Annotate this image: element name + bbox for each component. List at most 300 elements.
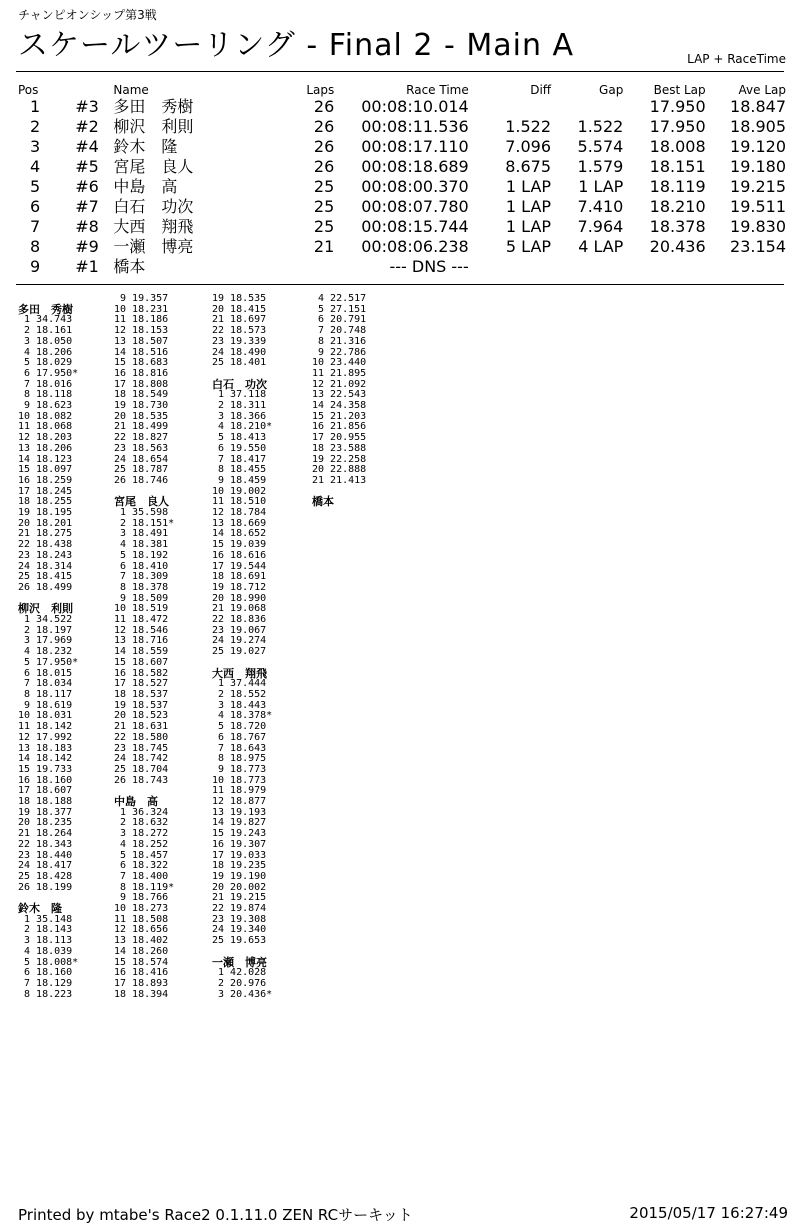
driver-lap-heading: 多田 秀樹 — [18, 302, 73, 316]
results-header-row — [18, 83, 786, 97]
lap-time-entry: 5 18.413 — [212, 432, 267, 444]
lap-time-entry: 24 19.340 — [212, 924, 267, 936]
lap-time-entry: 22 18.836 — [212, 614, 267, 626]
lap-time-entry: 4 18.378* — [212, 710, 273, 722]
result-row — [18, 217, 786, 237]
lap-time-entry: 10 23.440 — [312, 357, 367, 369]
lap-time-entry: 16 18.816 — [114, 367, 169, 379]
lap-time-entry: 10 18.519 — [114, 603, 169, 615]
result-car-number: #4 — [75, 137, 99, 156]
lap-time-entry: 5 18.457 — [114, 849, 169, 861]
result-driver-name: 鈴木 隆 — [113, 137, 178, 156]
result-gap: 1 LAP — [578, 177, 624, 196]
lap-time-entry: 11 18.142 — [18, 721, 73, 733]
result-laps: 26 — [313, 157, 335, 176]
lap-time-entry: 14 18.559 — [114, 646, 169, 658]
result-laps — [274, 257, 346, 277]
lap-time-entry: 7 18.643 — [212, 742, 267, 754]
lap-time-entry: 15 18.683 — [114, 357, 169, 369]
lap-time-entry: 4 18.232 — [18, 646, 73, 658]
lap-time-entry: 3 17.969 — [18, 635, 73, 647]
result-diff — [469, 97, 551, 117]
result-diff: 1 LAP — [505, 217, 552, 236]
lap-time-entry: 23 19.308 — [212, 913, 267, 925]
lap-time-entry: 7 18.034 — [18, 678, 73, 690]
lap-time-entry: 25 18.415 — [18, 571, 73, 583]
lap-time-entry: 1 37.118 — [212, 389, 267, 401]
result-row — [18, 197, 786, 217]
result-car-number: #1 — [75, 257, 99, 276]
lap-time-entry: 25 19.027 — [212, 646, 267, 658]
lap-time-entry: 19 18.730 — [114, 400, 169, 412]
lap-time-entry: 18 18.549 — [114, 389, 169, 401]
lap-time-entry: 24 18.654 — [114, 453, 169, 465]
lap-time-entry: 7 18.016 — [18, 378, 73, 390]
result-driver-name: 柳沢 利則 — [113, 117, 194, 136]
lap-time-entry: 4 18.210* — [212, 421, 273, 433]
result-ave-lap: 19.120 — [730, 137, 786, 156]
lap-time-entry: 9 18.773 — [212, 763, 267, 775]
result-driver-name: 橋本 — [113, 257, 146, 276]
lap-time-entry: 24 19.274 — [212, 635, 267, 647]
result-driver-name: 多田 秀樹 — [113, 97, 194, 116]
lap-time-entry: 2 18.151* — [114, 517, 175, 529]
footer-timestamp: 2015/05/17 16:27:49 — [629, 1204, 788, 1222]
lap-time-entry: 20 18.990 — [212, 592, 267, 604]
result-row — [18, 157, 786, 177]
lap-time-entry: 16 18.416 — [114, 967, 169, 979]
lap-time-entry: 14 19.827 — [212, 817, 267, 829]
col-pos-header: Pos — [18, 83, 39, 97]
lap-time-entry: 6 19.550 — [212, 442, 267, 454]
lap-time-entry: 10 18.273 — [114, 903, 169, 915]
lap-time-entry: 18 18.255 — [18, 496, 73, 508]
result-best-lap: 17.950 — [649, 117, 706, 136]
lap-time-entry: 20 18.201 — [18, 517, 73, 529]
lap-time-entry: 25 18.704 — [114, 763, 169, 775]
result-pos: 3 — [30, 137, 41, 156]
result-race-time: 00:08:07.780 — [361, 197, 469, 216]
lap-time-entry: 20 22.888 — [312, 464, 367, 476]
result-ave-lap — [706, 257, 786, 277]
lap-time-entry: 26 18.199 — [18, 881, 73, 893]
lap-time-entry: 13 18.716 — [114, 635, 169, 647]
lap-time-entry: 13 18.507 — [114, 335, 169, 347]
result-gap: 5.574 — [577, 137, 624, 156]
result-pos: 4 — [30, 157, 41, 176]
lap-time-entry: 18 18.188 — [18, 796, 73, 808]
lap-time-entry: 2 20.976 — [212, 977, 267, 989]
lap-time-entry: 1 35.148 — [18, 913, 73, 925]
lap-time-entry: 21 18.275 — [18, 528, 73, 540]
result-race-time: 00:08:06.238 — [361, 237, 469, 256]
result-laps: 25 — [313, 217, 335, 236]
lap-time-entry: 3 20.436* — [212, 988, 273, 1000]
result-row — [18, 97, 786, 117]
lap-time-entry: 5 18.192 — [114, 549, 169, 561]
lap-time-entry: 24 18.417 — [18, 860, 73, 872]
lap-time-entry: 15 21.203 — [312, 410, 367, 422]
result-laps: 21 — [313, 237, 335, 256]
lap-time-entry: 4 18.252 — [114, 838, 169, 850]
result-row — [18, 177, 786, 197]
result-row — [18, 137, 786, 157]
driver-lap-heading: 鈴木 隆 — [18, 902, 62, 916]
lap-time-entry: 14 18.142 — [18, 753, 73, 765]
lap-time-entry: 3 18.113 — [18, 935, 73, 947]
lap-time-entry: 12 18.877 — [212, 796, 267, 808]
lap-column-4 — [312, 294, 366, 508]
lap-time-entry: 25 19.653 — [212, 935, 267, 947]
lap-time-entry: 17 18.808 — [114, 378, 169, 390]
lap-time-entry: 9 18.509 — [114, 592, 169, 604]
result-race-time: 00:08:10.014 — [361, 97, 469, 116]
result-diff — [469, 257, 551, 277]
lap-time-entry: 13 18.402 — [114, 935, 169, 947]
lap-time-entry: 18 18.691 — [212, 571, 267, 583]
lap-time-entry: 20 18.235 — [18, 817, 73, 829]
result-best-lap — [623, 257, 705, 277]
result-car-number: #5 — [75, 157, 99, 176]
result-pos: 7 — [30, 217, 41, 236]
result-car-number: #6 — [75, 177, 99, 196]
report-title: スケールツーリング - Final 2 - Main A — [18, 28, 575, 63]
lap-time-entry: 15 19.039 — [212, 539, 267, 551]
lap-time-entry: 9 18.619 — [18, 699, 73, 711]
lap-time-entry: 25 18.787 — [114, 464, 169, 476]
lap-time-entry: 21 19.215 — [212, 892, 267, 904]
driver-lap-heading: 白石 功次 — [212, 377, 267, 391]
result-pos: 1 — [30, 97, 41, 116]
section-rule — [16, 284, 784, 285]
lap-time-entry: 19 22.258 — [312, 453, 367, 465]
lap-time-entry: 2 18.161 — [18, 325, 73, 337]
lap-time-entry: 13 18.206 — [18, 442, 73, 454]
lap-time-entry: 11 18.508 — [114, 913, 169, 925]
lap-column-2 — [114, 294, 174, 1000]
result-pos: 6 — [30, 197, 41, 216]
lap-time-entry: 8 18.378 — [114, 581, 169, 593]
lap-time-entry: 18 18.394 — [114, 988, 169, 1000]
result-gap: 7.410 — [577, 197, 624, 216]
driver-lap-heading: 大西 翔飛 — [212, 666, 267, 680]
lap-time-entry: 22 18.573 — [212, 325, 267, 337]
lap-time-entry: 14 18.260 — [114, 945, 169, 957]
lap-time-entry: 4 18.206 — [18, 346, 73, 358]
lap-time-entry: 17 18.607 — [18, 785, 73, 797]
lap-time-entry: 12 18.203 — [18, 432, 73, 444]
lap-time-entry: 25 18.428 — [18, 870, 73, 882]
lap-time-entry: 6 18.767 — [212, 731, 267, 743]
result-race-time: 00:08:18.689 — [361, 157, 469, 176]
lap-time-entry: 5 18.029 — [18, 357, 73, 369]
result-best-lap: 17.950 — [649, 97, 706, 116]
lap-time-entry: 1 34.522 — [18, 614, 73, 626]
lap-time-entry: 8 18.455 — [212, 464, 267, 476]
result-gap — [551, 257, 623, 277]
lap-time-entry: 8 18.119* — [114, 881, 175, 893]
report-type-label: LAP + RaceTime — [687, 52, 786, 66]
lap-column-1 — [18, 294, 78, 1000]
result-laps: 26 — [313, 137, 335, 156]
lap-time-entry: 4 22.517 — [312, 293, 367, 304]
result-row — [18, 117, 786, 137]
lap-time-entry: 11 18.979 — [212, 785, 267, 797]
result-ave-lap: 19.830 — [730, 217, 786, 236]
result-car-number: #2 — [75, 117, 99, 136]
result-pos: 5 — [30, 177, 41, 196]
lap-time-entry: 26 18.499 — [18, 581, 73, 593]
lap-time-entry: 1 37.444 — [212, 678, 267, 690]
lap-time-entry: 12 17.992 — [18, 731, 73, 743]
result-driver-name: 中島 高 — [113, 177, 178, 196]
lap-time-entry: 17 19.033 — [212, 849, 267, 861]
lap-time-entry: 26 18.743 — [114, 774, 169, 786]
lap-time-entry: 23 18.563 — [114, 442, 169, 454]
lap-time-entry: 10 18.773 — [212, 774, 267, 786]
result-best-lap: 20.436 — [649, 237, 706, 256]
lap-time-entry: 25 18.401 — [212, 357, 267, 369]
result-best-lap: 18.008 — [649, 137, 706, 156]
result-car-number: #8 — [75, 217, 99, 236]
lap-time-entry: 11 18.068 — [18, 421, 73, 433]
lap-time-entry: 15 18.574 — [114, 956, 169, 968]
lap-time-entry: 22 18.580 — [114, 731, 169, 743]
lap-time-entry: 11 18.510 — [212, 496, 267, 508]
result-race-time: 00:08:11.536 — [361, 117, 469, 136]
lap-time-entry: 14 18.516 — [114, 346, 169, 358]
lap-time-entry: 21 18.697 — [212, 314, 267, 326]
result-gap: 1.579 — [577, 157, 624, 176]
lap-time-entry: 23 19.067 — [212, 624, 267, 636]
lap-time-entry: 7 20.748 — [312, 325, 367, 337]
result-diff: 1 LAP — [505, 197, 552, 216]
lap-time-entry: 15 18.097 — [18, 464, 73, 476]
lap-time-entry: 7 18.309 — [114, 571, 169, 583]
result-diff: 8.675 — [505, 157, 552, 176]
result-pos: 9 — [30, 257, 41, 276]
result-best-lap: 18.378 — [649, 217, 706, 236]
lap-time-entry: 8 18.223 — [18, 988, 73, 1000]
lap-time-entry: 23 18.745 — [114, 742, 169, 754]
result-race-time: 00:08:15.744 — [361, 217, 469, 236]
lap-time-entry: 3 18.491 — [114, 528, 169, 540]
lap-time-entry: 16 21.856 — [312, 421, 367, 433]
lap-time-entry: 12 18.153 — [114, 325, 169, 337]
col-car-header — [75, 83, 113, 97]
lap-time-entry: 21 18.264 — [18, 828, 73, 840]
lap-time-entry: 19 18.537 — [114, 699, 169, 711]
lap-time-entry: 13 18.669 — [212, 517, 267, 529]
lap-time-entry: 10 18.031 — [18, 710, 73, 722]
lap-time-entry: 14 24.358 — [312, 400, 367, 412]
lap-time-entry: 22 18.343 — [18, 838, 73, 850]
lap-time-entry: 10 18.231 — [114, 303, 169, 315]
result-pos: 2 — [30, 117, 41, 136]
lap-time-entry: 6 18.015 — [18, 667, 73, 679]
col-racetime-header: Race Time — [406, 83, 469, 97]
lap-time-entry: 13 18.183 — [18, 742, 73, 754]
result-race-time: 00:08:17.110 — [361, 137, 469, 156]
lap-time-entry: 16 18.160 — [18, 774, 73, 786]
footer-printed-by: Printed by mtabe's Race2 0.1.11.0 ZEN RCサーキット — [18, 1206, 413, 1224]
result-laps: 25 — [313, 177, 335, 196]
lap-time-entry: 17 18.527 — [114, 678, 169, 690]
driver-lap-heading: 宮尾 良人 — [114, 495, 169, 509]
lap-time-entry: 10 19.002 — [212, 485, 267, 497]
lap-time-entry: 3 18.443 — [212, 699, 267, 711]
lap-time-entry: 23 19.339 — [212, 335, 267, 347]
lap-time-entry: 24 18.742 — [114, 753, 169, 765]
result-ave-lap: 23.154 — [730, 237, 786, 256]
result-laps: 26 — [313, 117, 335, 136]
lap-time-entry: 4 18.039 — [18, 945, 73, 957]
result-diff: 5 LAP — [505, 237, 552, 256]
lap-time-entry: 6 20.791 — [312, 314, 367, 326]
result-gap: 1.522 — [577, 117, 624, 136]
lap-time-entry: 19 18.195 — [18, 507, 73, 519]
lap-time-entry: 5 18.720 — [212, 721, 267, 733]
col-name-header: Name — [113, 83, 149, 97]
lap-time-entry: 2 18.143 — [18, 924, 73, 936]
result-laps: 25 — [313, 197, 335, 216]
lap-time-entry: 21 19.068 — [212, 603, 267, 615]
lap-time-entry: 1 35.598 — [114, 507, 169, 519]
result-car-number: #7 — [75, 197, 99, 216]
lap-time-entry: 22 18.438 — [18, 539, 73, 551]
result-race-time: --- DNS --- — [389, 257, 469, 276]
lap-time-entry: 7 18.129 — [18, 977, 73, 989]
result-row — [18, 237, 786, 257]
lap-time-entry: 9 18.459 — [212, 474, 267, 486]
lap-time-entry: 20 18.415 — [212, 303, 267, 315]
lap-time-entry: 16 18.582 — [114, 667, 169, 679]
lap-time-entry: 1 42.028 — [212, 967, 267, 979]
lap-time-entry: 19 19.190 — [212, 870, 267, 882]
lap-time-entry: 11 21.895 — [312, 367, 367, 379]
lap-time-entry: 24 18.490 — [212, 346, 267, 358]
result-race-time: 00:08:00.370 — [361, 177, 469, 196]
result-diff: 1 LAP — [505, 177, 552, 196]
lap-time-entry: 12 18.546 — [114, 624, 169, 636]
result-ave-lap: 18.905 — [730, 117, 786, 136]
lap-time-entry: 17 20.955 — [312, 432, 367, 444]
lap-time-entry: 9 19.357 — [114, 293, 169, 304]
lap-time-entry: 3 18.272 — [114, 828, 169, 840]
lap-time-entry: 14 18.652 — [212, 528, 267, 540]
col-laps-header: Laps — [306, 83, 335, 97]
lap-time-entry: 24 18.314 — [18, 560, 73, 572]
lap-time-entry: 19 18.535 — [212, 293, 267, 304]
lap-time-entry: 15 19.243 — [212, 828, 267, 840]
lap-time-entry: 2 18.552 — [212, 688, 267, 700]
lap-time-entry: 14 18.123 — [18, 453, 73, 465]
lap-time-entry: 10 18.082 — [18, 410, 73, 422]
col-bestlap-header: Best Lap — [653, 83, 706, 97]
lap-time-entry: 3 18.366 — [212, 410, 267, 422]
lap-time-entry: 23 18.243 — [18, 549, 73, 561]
lap-time-entry: 8 18.118 — [18, 389, 73, 401]
result-row — [18, 257, 786, 277]
lap-time-entry: 26 18.746 — [114, 474, 169, 486]
lap-time-entry: 22 19.874 — [212, 903, 267, 915]
results-body — [18, 97, 786, 277]
lap-time-entry: 1 34.743 — [18, 314, 73, 326]
lap-time-entry: 3 18.050 — [18, 335, 73, 347]
result-driver-name: 白石 功次 — [113, 197, 194, 216]
lap-time-entry: 12 21.092 — [312, 378, 367, 390]
lap-time-entry: 8 21.316 — [312, 335, 367, 347]
result-gap: 7.964 — [577, 217, 624, 236]
lap-time-entry: 17 19.544 — [212, 560, 267, 572]
lap-time-entry: 18 18.537 — [114, 689, 169, 700]
lap-time-entry: 11 18.472 — [114, 614, 169, 626]
lap-time-entry: 12 18.656 — [114, 924, 169, 936]
col-gap-header: Gap — [599, 83, 624, 97]
driver-lap-heading: 柳沢 利則 — [18, 602, 73, 616]
results-table — [18, 83, 786, 277]
col-avelap-header: Ave Lap — [738, 83, 786, 97]
lap-time-entry: 6 18.322 — [114, 860, 169, 872]
result-driver-name: 一瀬 博亮 — [113, 237, 194, 256]
result-best-lap: 18.210 — [649, 197, 706, 216]
lap-time-entry: 5 17.950* — [18, 656, 79, 668]
result-car-number: #3 — [75, 97, 99, 116]
result-diff: 7.096 — [505, 137, 552, 156]
lap-time-entry: 15 18.607 — [114, 656, 169, 668]
result-gap — [551, 97, 623, 117]
lap-time-entry: 6 17.950* — [18, 367, 79, 379]
lap-time-entry: 21 18.631 — [114, 721, 169, 733]
lap-time-entry: 9 18.766 — [114, 892, 169, 904]
lap-time-entry: 16 18.616 — [212, 549, 267, 561]
result-diff: 1.522 — [505, 117, 552, 136]
header-rule — [16, 71, 784, 72]
lap-time-entry: 22 18.827 — [114, 432, 169, 444]
driver-lap-heading: 中島 高 — [114, 795, 158, 809]
lap-time-entry: 16 18.259 — [18, 474, 73, 486]
result-ave-lap: 19.215 — [730, 177, 786, 196]
lap-time-entry: 9 22.786 — [312, 346, 367, 358]
result-gap: 4 LAP — [578, 237, 624, 256]
lap-time-entry: 2 18.311 — [212, 400, 267, 412]
lap-time-entry: 9 18.623 — [18, 400, 73, 412]
result-ave-lap: 19.511 — [730, 197, 786, 216]
lap-time-entry: 18 19.235 — [212, 860, 267, 872]
lap-time-entry: 17 18.893 — [114, 977, 169, 989]
lap-time-entry: 11 18.186 — [114, 314, 169, 326]
lap-time-entry: 13 22.543 — [312, 389, 367, 401]
result-car-number: #9 — [75, 237, 99, 256]
lap-time-entry: 12 18.784 — [212, 507, 267, 519]
lap-time-entry: 15 19.733 — [18, 763, 73, 775]
lap-time-entry: 16 19.307 — [212, 838, 267, 850]
lap-time-entry: 8 18.117 — [18, 688, 73, 700]
result-ave-lap: 19.180 — [730, 157, 786, 176]
report-subtitle: チャンピオンシップ第3戦 — [18, 8, 157, 22]
lap-time-entry: 7 18.400 — [114, 870, 169, 882]
lap-time-entry: 21 18.499 — [114, 421, 169, 433]
result-driver-name: 宮尾 良人 — [113, 157, 194, 176]
lap-time-entry: 20 20.002 — [212, 881, 267, 893]
lap-time-entry: 7 18.417 — [212, 453, 267, 465]
lap-column-3 — [212, 294, 272, 1000]
lap-time-entry: 1 36.324 — [114, 806, 169, 818]
lap-time-entry: 21 21.413 — [312, 474, 367, 486]
col-diff-header: Diff — [530, 83, 552, 97]
lap-time-entry: 20 18.523 — [114, 710, 169, 722]
result-pos: 8 — [30, 237, 41, 256]
